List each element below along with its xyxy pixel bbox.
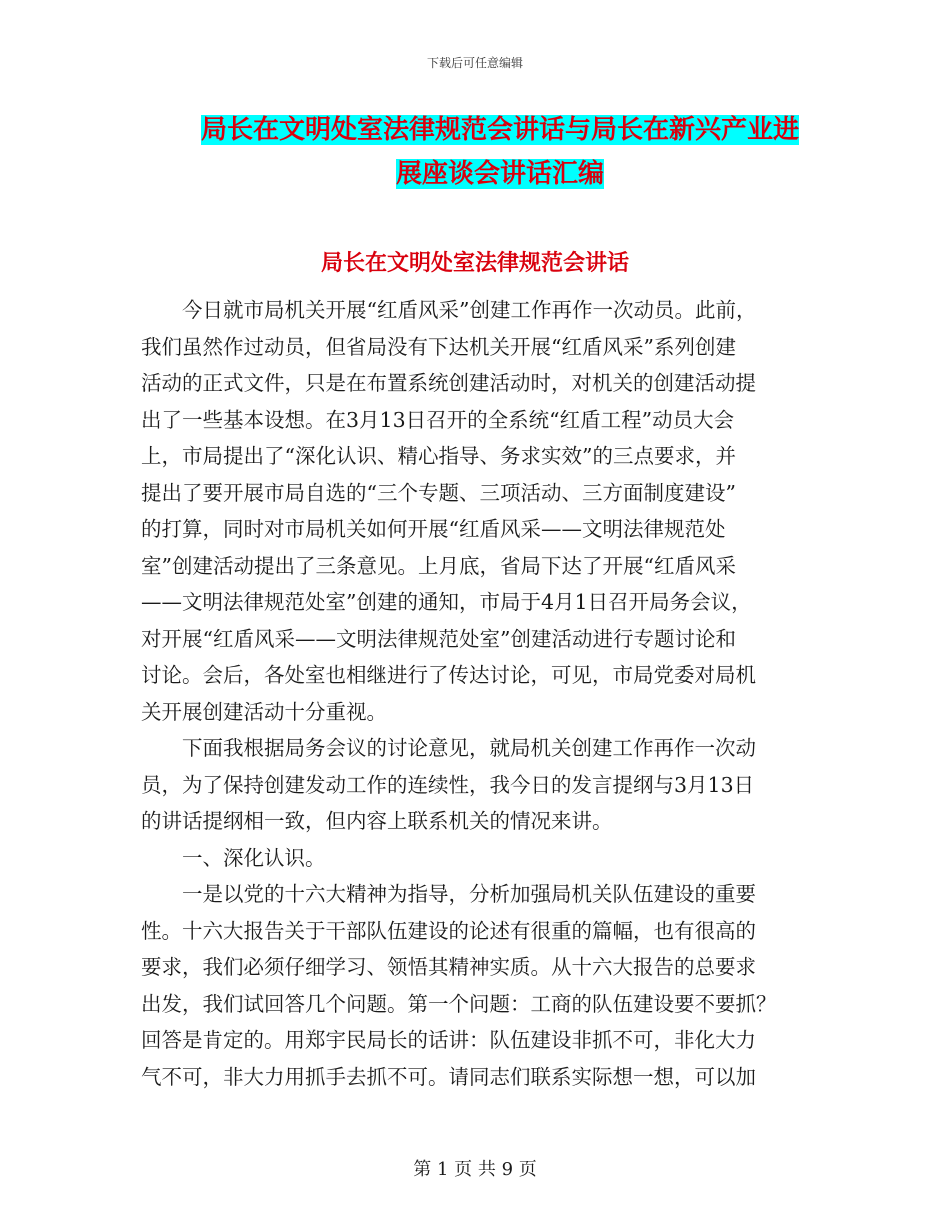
section-title: 局长在文明处室法律规范会讲话: [320, 251, 629, 276]
body-line: 回答是肯定的。用郑宇民局长的话讲：队伍建设非抓不可，非化大力: [141, 1028, 756, 1052]
body-line: 活动的正式文件，只是在布置系统创建活动时，对机关的创建活动提: [141, 371, 756, 395]
body-line: 一是以党的十六大精神为指导，分析加强局机关队伍建设的重要: [141, 882, 756, 906]
body-line: 的讲话提纲相一致，但内容上联系机关的情况来讲。: [141, 809, 613, 833]
body-line: 我们虽然作过动员，但省局没有下达机关开展“红盾风采”系列创建: [141, 334, 736, 359]
body-line: 讨论。会后，各处室也相继进行了传达讨论，可见，市局党委对局机: [141, 663, 756, 687]
document-title-line-1: 局长在文明处室法律规范会讲话与局长在新兴产业进: [200, 115, 799, 145]
body-line: 今日就市局机关开展“红盾风采”创建工作再作一次动员。此前，: [141, 298, 757, 322]
body-line: 气不可，非大力用抓手去抓不可。请同志们联系实际想一想，可以加: [141, 1064, 756, 1089]
body-line: 室”创建活动提出了三条意见。上月底，省局下达了开展“红盾风采: [141, 553, 736, 578]
document-title: [190, 108, 810, 196]
body-line: 上，市局提出了“深化认识、精心指导、务求实效”的三点要求，并: [141, 444, 736, 468]
body-line: 一、深化认识。: [141, 845, 326, 870]
body-line: 关开展创建活动十分重视。: [141, 699, 387, 724]
body-line: 提出了要开展市局自选的“三个专题、三项活动、三方面制度建设”: [141, 480, 736, 505]
document-title-line-2: 展座谈会讲话汇编: [395, 159, 604, 189]
body-line: 性。十六大报告关于干部队伍建设的论述有很重的篇幅，也有很高的: [141, 918, 756, 943]
body-line: 下面我根据局务会议的讨论意见，就局机关创建工作再作一次动: [141, 736, 756, 760]
body-line: ——文明法律规范处室”创建的通知，市局于4月1日召开局务会议，: [141, 590, 752, 614]
body-line: 的打算，同时对市局机关如何开展“红盾风采——文明法律规范处: [141, 517, 726, 541]
body-line: 出了一些基本设想。在3月13日召开的全系统“红盾工程”动员大会: [141, 407, 735, 432]
body-line: 出发，我们试回答几个问题。第一个问题：工商的队伍建设要不要抓？: [141, 991, 777, 1016]
page-header-note: 下载后可任意编辑: [426, 56, 523, 70]
body-line: 要求，我们必须仔细学习、领悟其精神实质。从十六大报告的总要求: [141, 955, 756, 979]
body-line: 对开展“红盾风采——文明法律规范处室”创建活动进行专题讨论和: [141, 626, 736, 651]
body-line: 员，为了保持创建发动工作的连续性，我今日的发言提纲与3月13日: [141, 772, 755, 797]
page-number-footer: 第 1 页 共 9 页: [413, 1159, 537, 1180]
body-text: [141, 292, 805, 1095]
